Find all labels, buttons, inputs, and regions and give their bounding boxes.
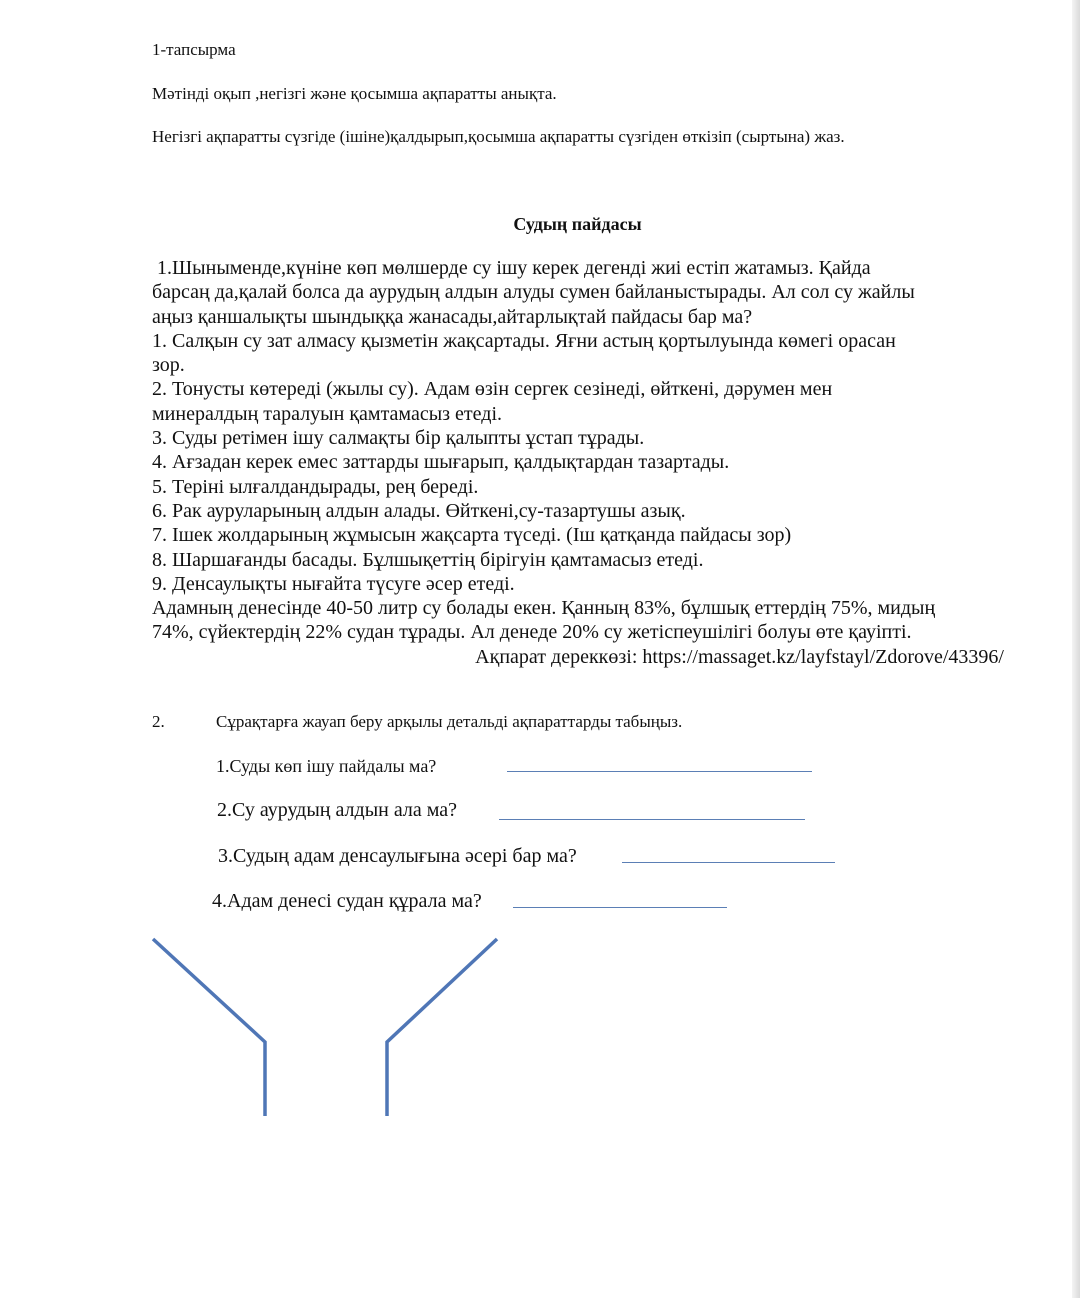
article-line: 3. Суды ретімен ішу салмақты бір қалыпты ұстап тұрады.: [152, 427, 645, 450]
article-line: 74%, сүйектердің 22% судан тұрады. Ал денеде 20% су жетіспеушілігі болуы өте қауіпті.: [152, 621, 912, 644]
question-4: 4.Адам денесі судан құрала ма?: [212, 890, 482, 912]
article-line: аңыз қаншалықты шындыққа жанасады,айтарлықтай пайдасы бар ма?: [152, 305, 753, 328]
article-line: минералдың таралуын қамтамасыз етеді.: [152, 402, 503, 425]
article-line: зор.: [152, 354, 185, 377]
article-line: Адамның денесінде 40-50 литр су болады екен. Қанның 83%, бұлшық еттердің 75%, мидың: [152, 597, 936, 620]
article-line: 4. Ағзадан керек емес заттарды шығарып, қалдықтардан тазартады.: [152, 451, 730, 474]
section-number: 2.: [152, 712, 165, 731]
article-line: барсаң да,қалай болса да аурудың алдын алуды сумен байланыстырады. Ал сол су жайлы: [152, 281, 915, 304]
article-line: 1.Шыныменде,күніне көп мөлшерде су ішу керек дегенді жиі естіп жатамыз. Қайда: [157, 257, 871, 279]
section-instruction: Сұрақтарға жауап беру арқылы детальді ақпараттарды табыңыз.: [216, 712, 683, 731]
article-line: 6. Рак ауруларының алдын алады. Өйткені,су-тазартушы азық.: [152, 499, 686, 522]
instruction-text-1: Мәтінді оқып ,негізгі және қосымша ақпаратты анықта.: [152, 84, 557, 103]
article-line: 8. Шаршағанды басады. Бұлшықеттің бірігуін қамтамасыз етеді.: [152, 548, 704, 571]
article-title: Судың пайдасы: [513, 214, 642, 234]
task-label: 1-тапсырма: [152, 40, 236, 59]
article-line: 9. Денсаулықты нығайта түсуге әсер етеді.: [152, 572, 515, 595]
funnel-right-wall: [387, 939, 497, 1116]
article-line: 1. Салқын су зат алмасу қызметін жақсартады. Яғни астың қортылуында көмегі орасан: [152, 329, 896, 352]
instruction-text-2: Негізгі ақпаратты сүзгіде (ішіне)қалдырып,қосымша ақпаратты сүзгіден өткізіп (сыртына) жаз.: [152, 127, 845, 146]
funnel-left-wall: [153, 939, 265, 1116]
article-line: 5. Теріні ылғалдандырады, рең береді.: [152, 475, 479, 498]
article-line: 7. Ішек жолдарының жұмысын жақсарта түседі. (Іш қатқанда пайдасы зор): [152, 524, 792, 547]
article-source: Ақпарат дереккөзі: https://massaget.kz/layfstayl/Zdorove/43396/: [475, 645, 1004, 668]
question-2: 2.Су аурудың алдын ала ма?: [217, 799, 458, 821]
article-line: 2. Тонусты көтереді (жылы су). Адам өзін сергек сезінеді, өйткені, дәрумен мен: [152, 378, 833, 401]
question-1: 1.Суды көп ішу пайдалы ма?: [216, 756, 437, 776]
question-3: 3.Судың адам денсаулығына әсері бар ма?: [218, 845, 577, 867]
